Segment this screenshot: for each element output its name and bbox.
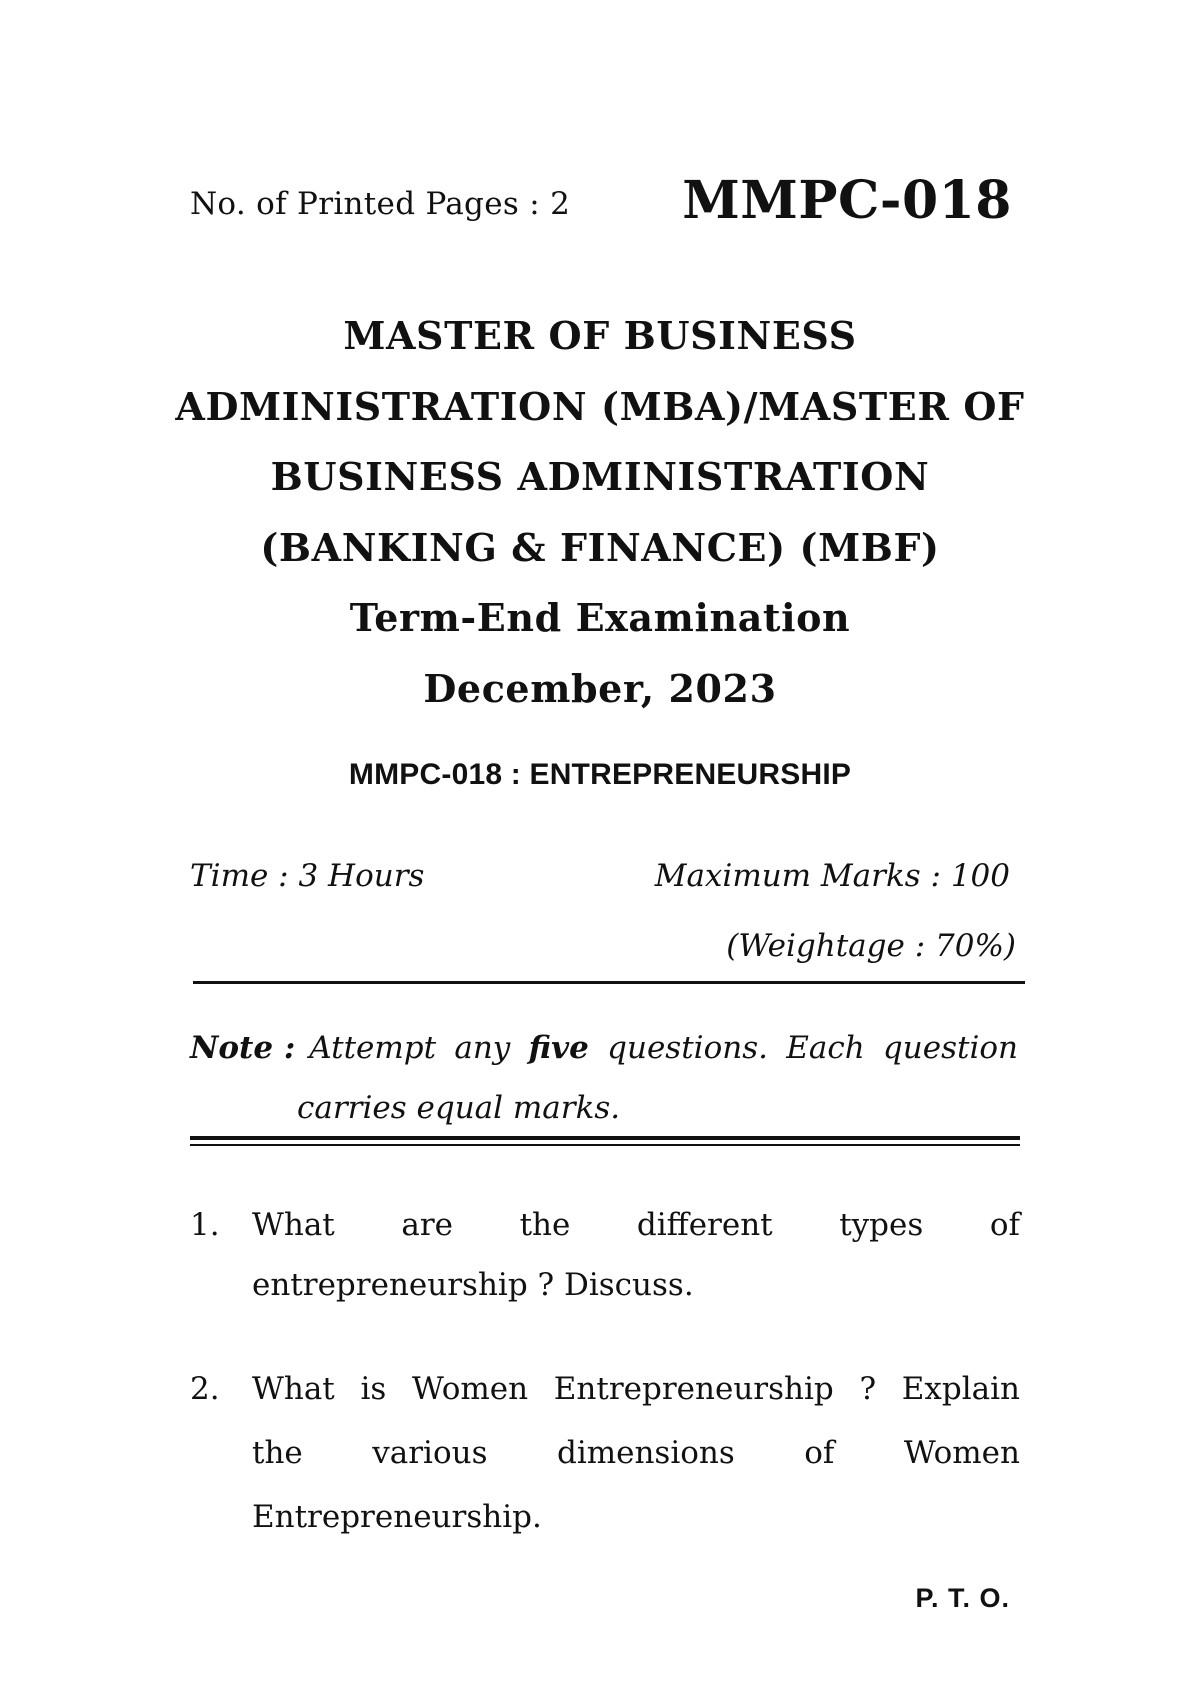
page-turn-over: P. T. O.: [915, 1583, 1010, 1613]
printed-pages-label: No. of Printed Pages : 2: [190, 186, 571, 222]
note-emphasis: five: [528, 1030, 589, 1066]
question-line: entrepreneurship ? Discuss.: [252, 1267, 694, 1303]
title-line: MASTER OF BUSINESS: [343, 313, 857, 358]
title-line: (BANKING & FINANCE) (MBF): [260, 524, 940, 570]
question-line: Entrepreneurship.: [252, 1499, 542, 1535]
exam-type: Term-End Examination: [349, 595, 851, 640]
question-number: 2.: [190, 1371, 220, 1407]
question-text: [252, 1195, 1020, 1315]
title-line: ADMINISTRATION (MBA)/MASTER OF: [175, 383, 1025, 429]
question-line: the various dimensions of Women: [252, 1435, 1020, 1471]
note-line-2: carries equal marks.: [297, 1090, 621, 1126]
instructions-note: [190, 1018, 1018, 1138]
question-text: [252, 1357, 1020, 1549]
time-allowed: Time : 3 Hours: [190, 858, 425, 894]
question-line: What is Women Entrepreneurship ? Explain: [252, 1371, 1020, 1407]
exam-date: December, 2023: [423, 665, 777, 711]
divider: [193, 981, 1025, 984]
title-line: BUSINESS ADMINISTRATION: [270, 454, 930, 499]
maximum-marks: Maximum Marks : 100: [654, 858, 1010, 894]
subject-heading: MMPC-018 : ENTREPRENEURSHIP: [348, 758, 852, 791]
question-2: [190, 1357, 1020, 1549]
question-number: 1.: [190, 1207, 220, 1243]
double-divider-bottom: [190, 1144, 1020, 1146]
question-line: What are the different types of: [252, 1207, 1020, 1243]
note-line-1: Attempt any five questions. Each question: [309, 1030, 1018, 1066]
question-1: [190, 1195, 1020, 1315]
note-label: Note :: [190, 1030, 296, 1066]
weightage: (Weightage : 70%): [726, 928, 1016, 964]
exam-title: [150, 301, 1050, 724]
double-divider-top: [190, 1136, 1020, 1140]
course-code: MMPC-018: [682, 170, 1012, 231]
